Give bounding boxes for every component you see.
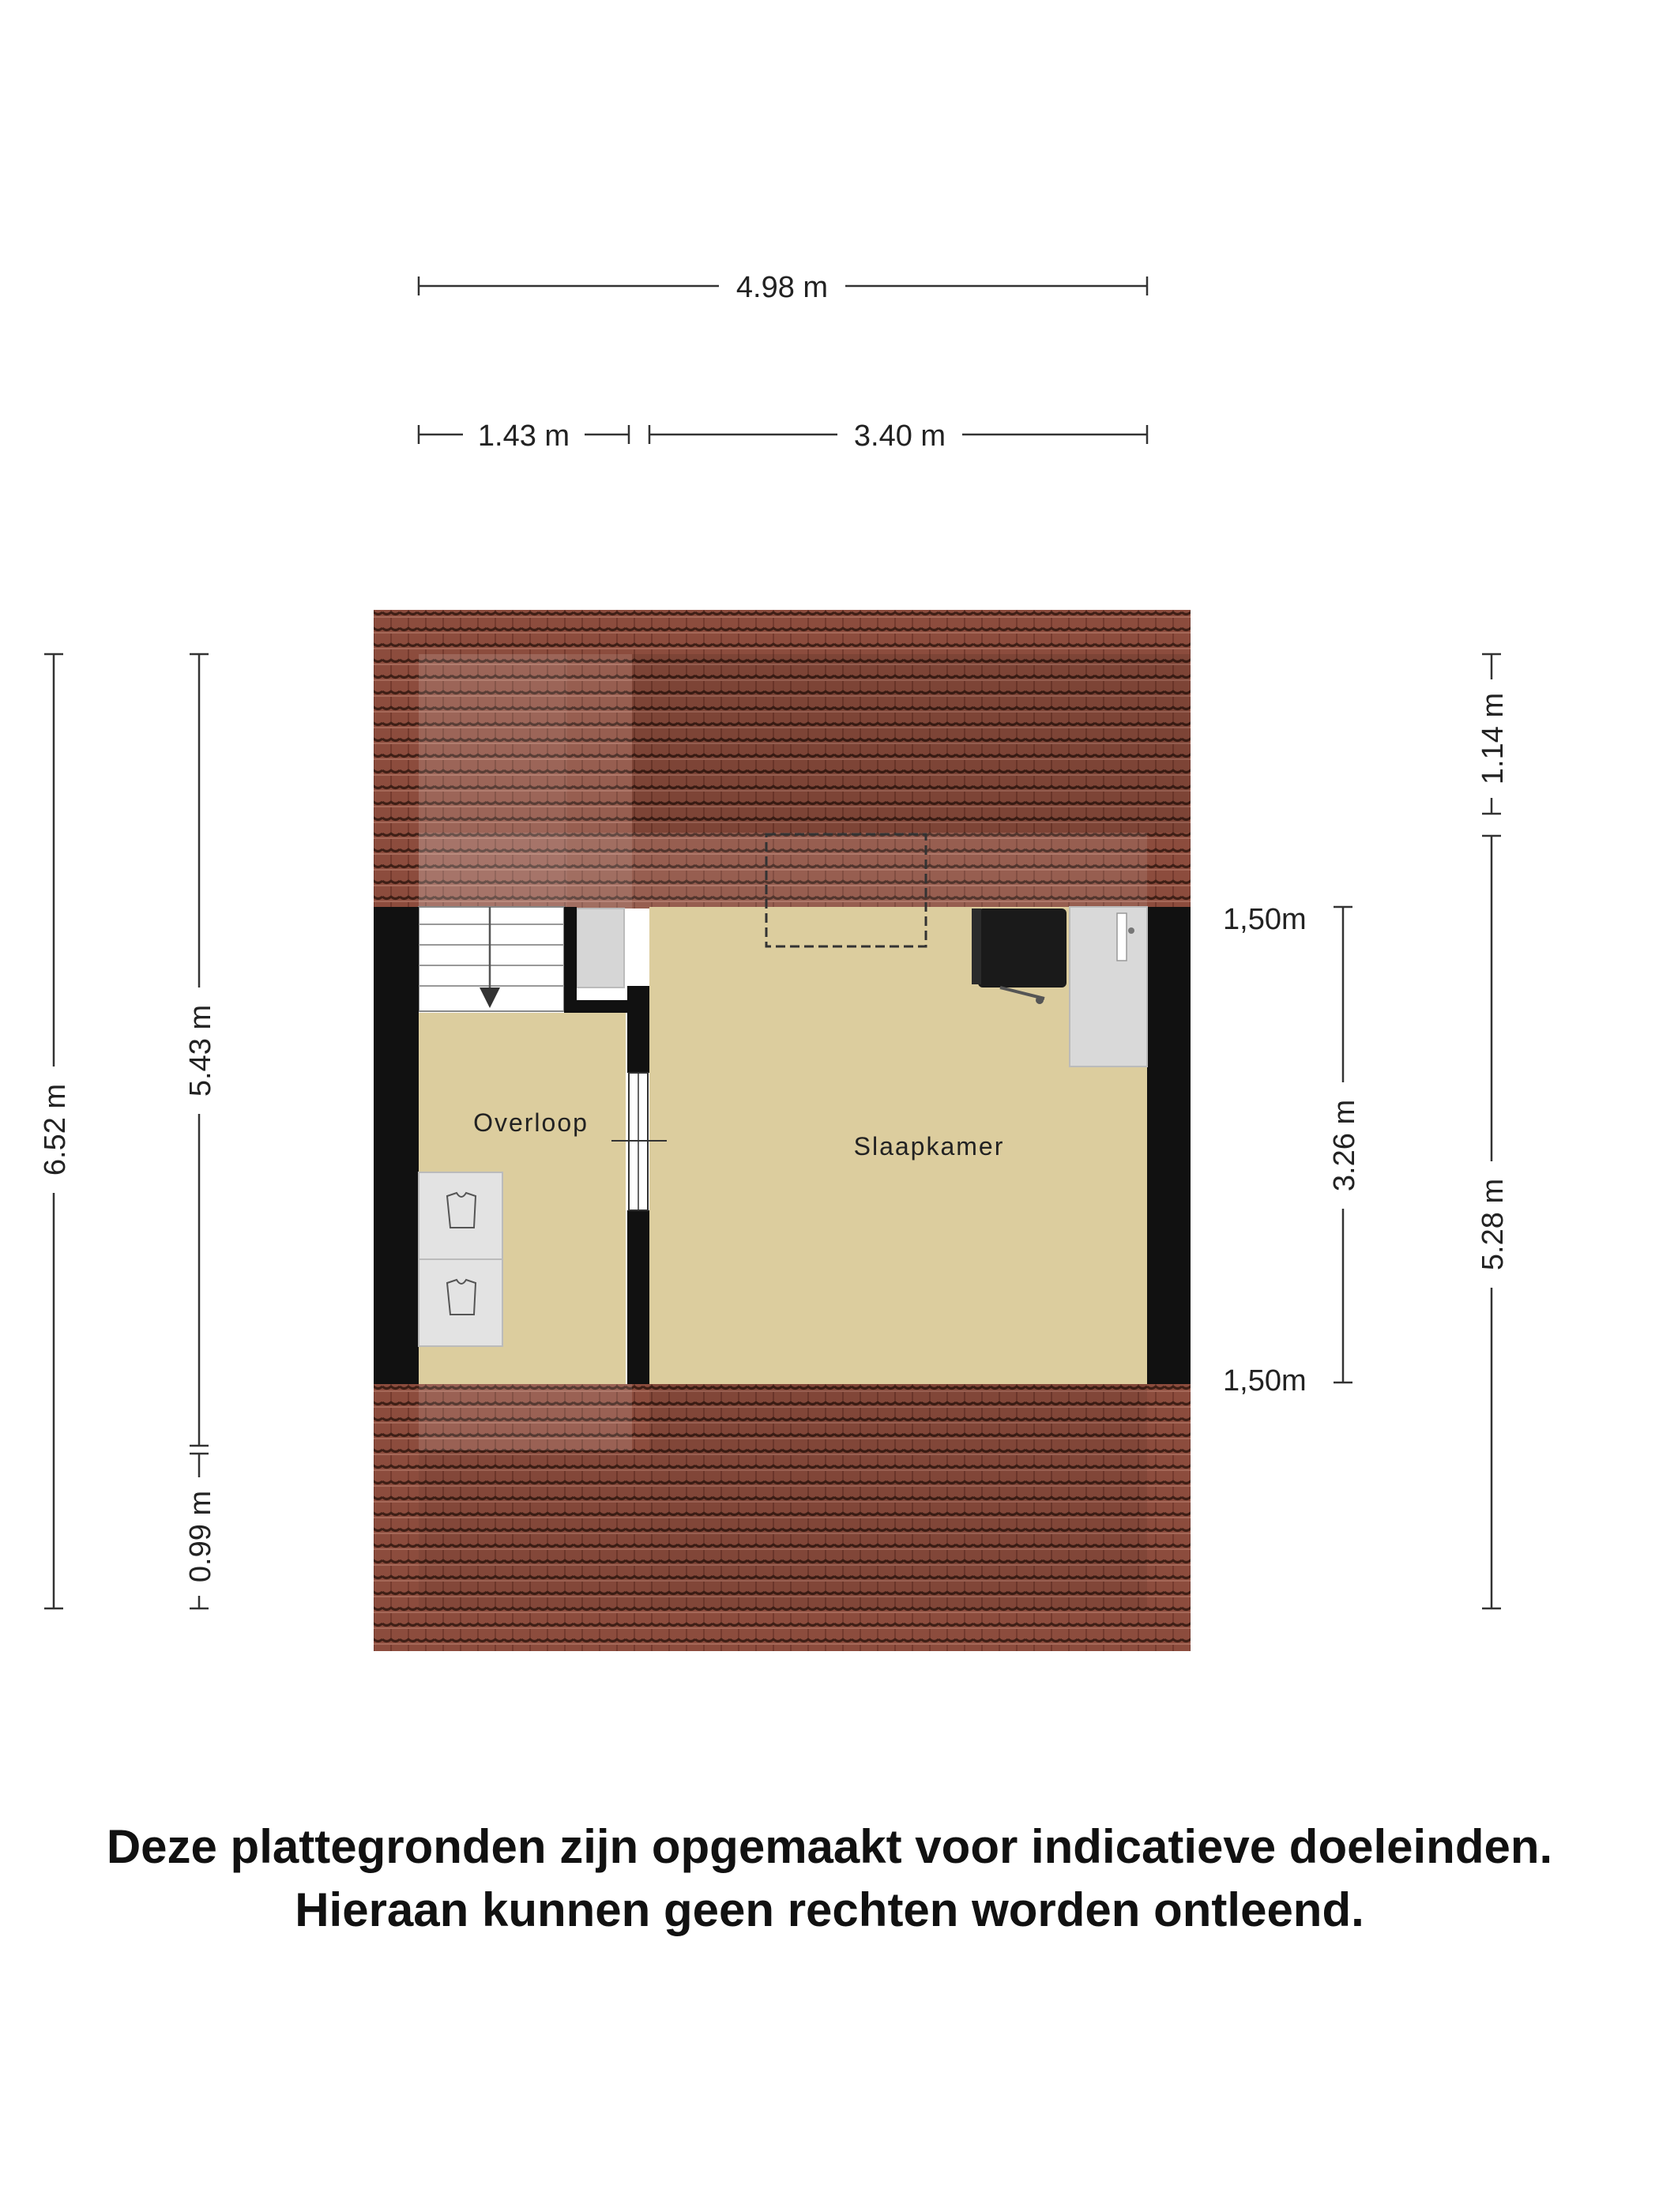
disclaimer-line-2: Hieraan kunnen geen rechten worden ontleend. [295, 1883, 1364, 1936]
landing-cabinets [419, 1172, 502, 1346]
dim-right-top: 1.14 m [1477, 692, 1510, 785]
dim-left-inner: 5.43 m [184, 1004, 217, 1097]
disclaimer-line-1: Deze plattegronden zijn opgemaakt voor indicatieve doeleinden. [106, 1820, 1553, 1873]
dim-top-left: 1.43 m [477, 419, 570, 453]
cupboard [577, 908, 624, 988]
dim-top-total: 4.98 m [735, 271, 829, 304]
eave-height-bottom: 1,50m [1223, 1364, 1307, 1398]
dim-top-right: 3.40 m [853, 419, 946, 453]
dim-right-room: 3.26 m [1328, 1099, 1361, 1192]
dim-right-outer: 5.28 m [1477, 1178, 1510, 1271]
room-label-bedroom: Slaapkamer [853, 1132, 1005, 1161]
room-label-landing: Overloop [473, 1108, 589, 1137]
staircase [419, 907, 564, 1011]
eave-height-top: 1,50m [1223, 903, 1307, 936]
dim-left-inner-bottom: 0.99 m [184, 1490, 217, 1583]
desk [1070, 907, 1147, 1066]
dim-left-outer: 6.52 m [39, 1083, 72, 1176]
